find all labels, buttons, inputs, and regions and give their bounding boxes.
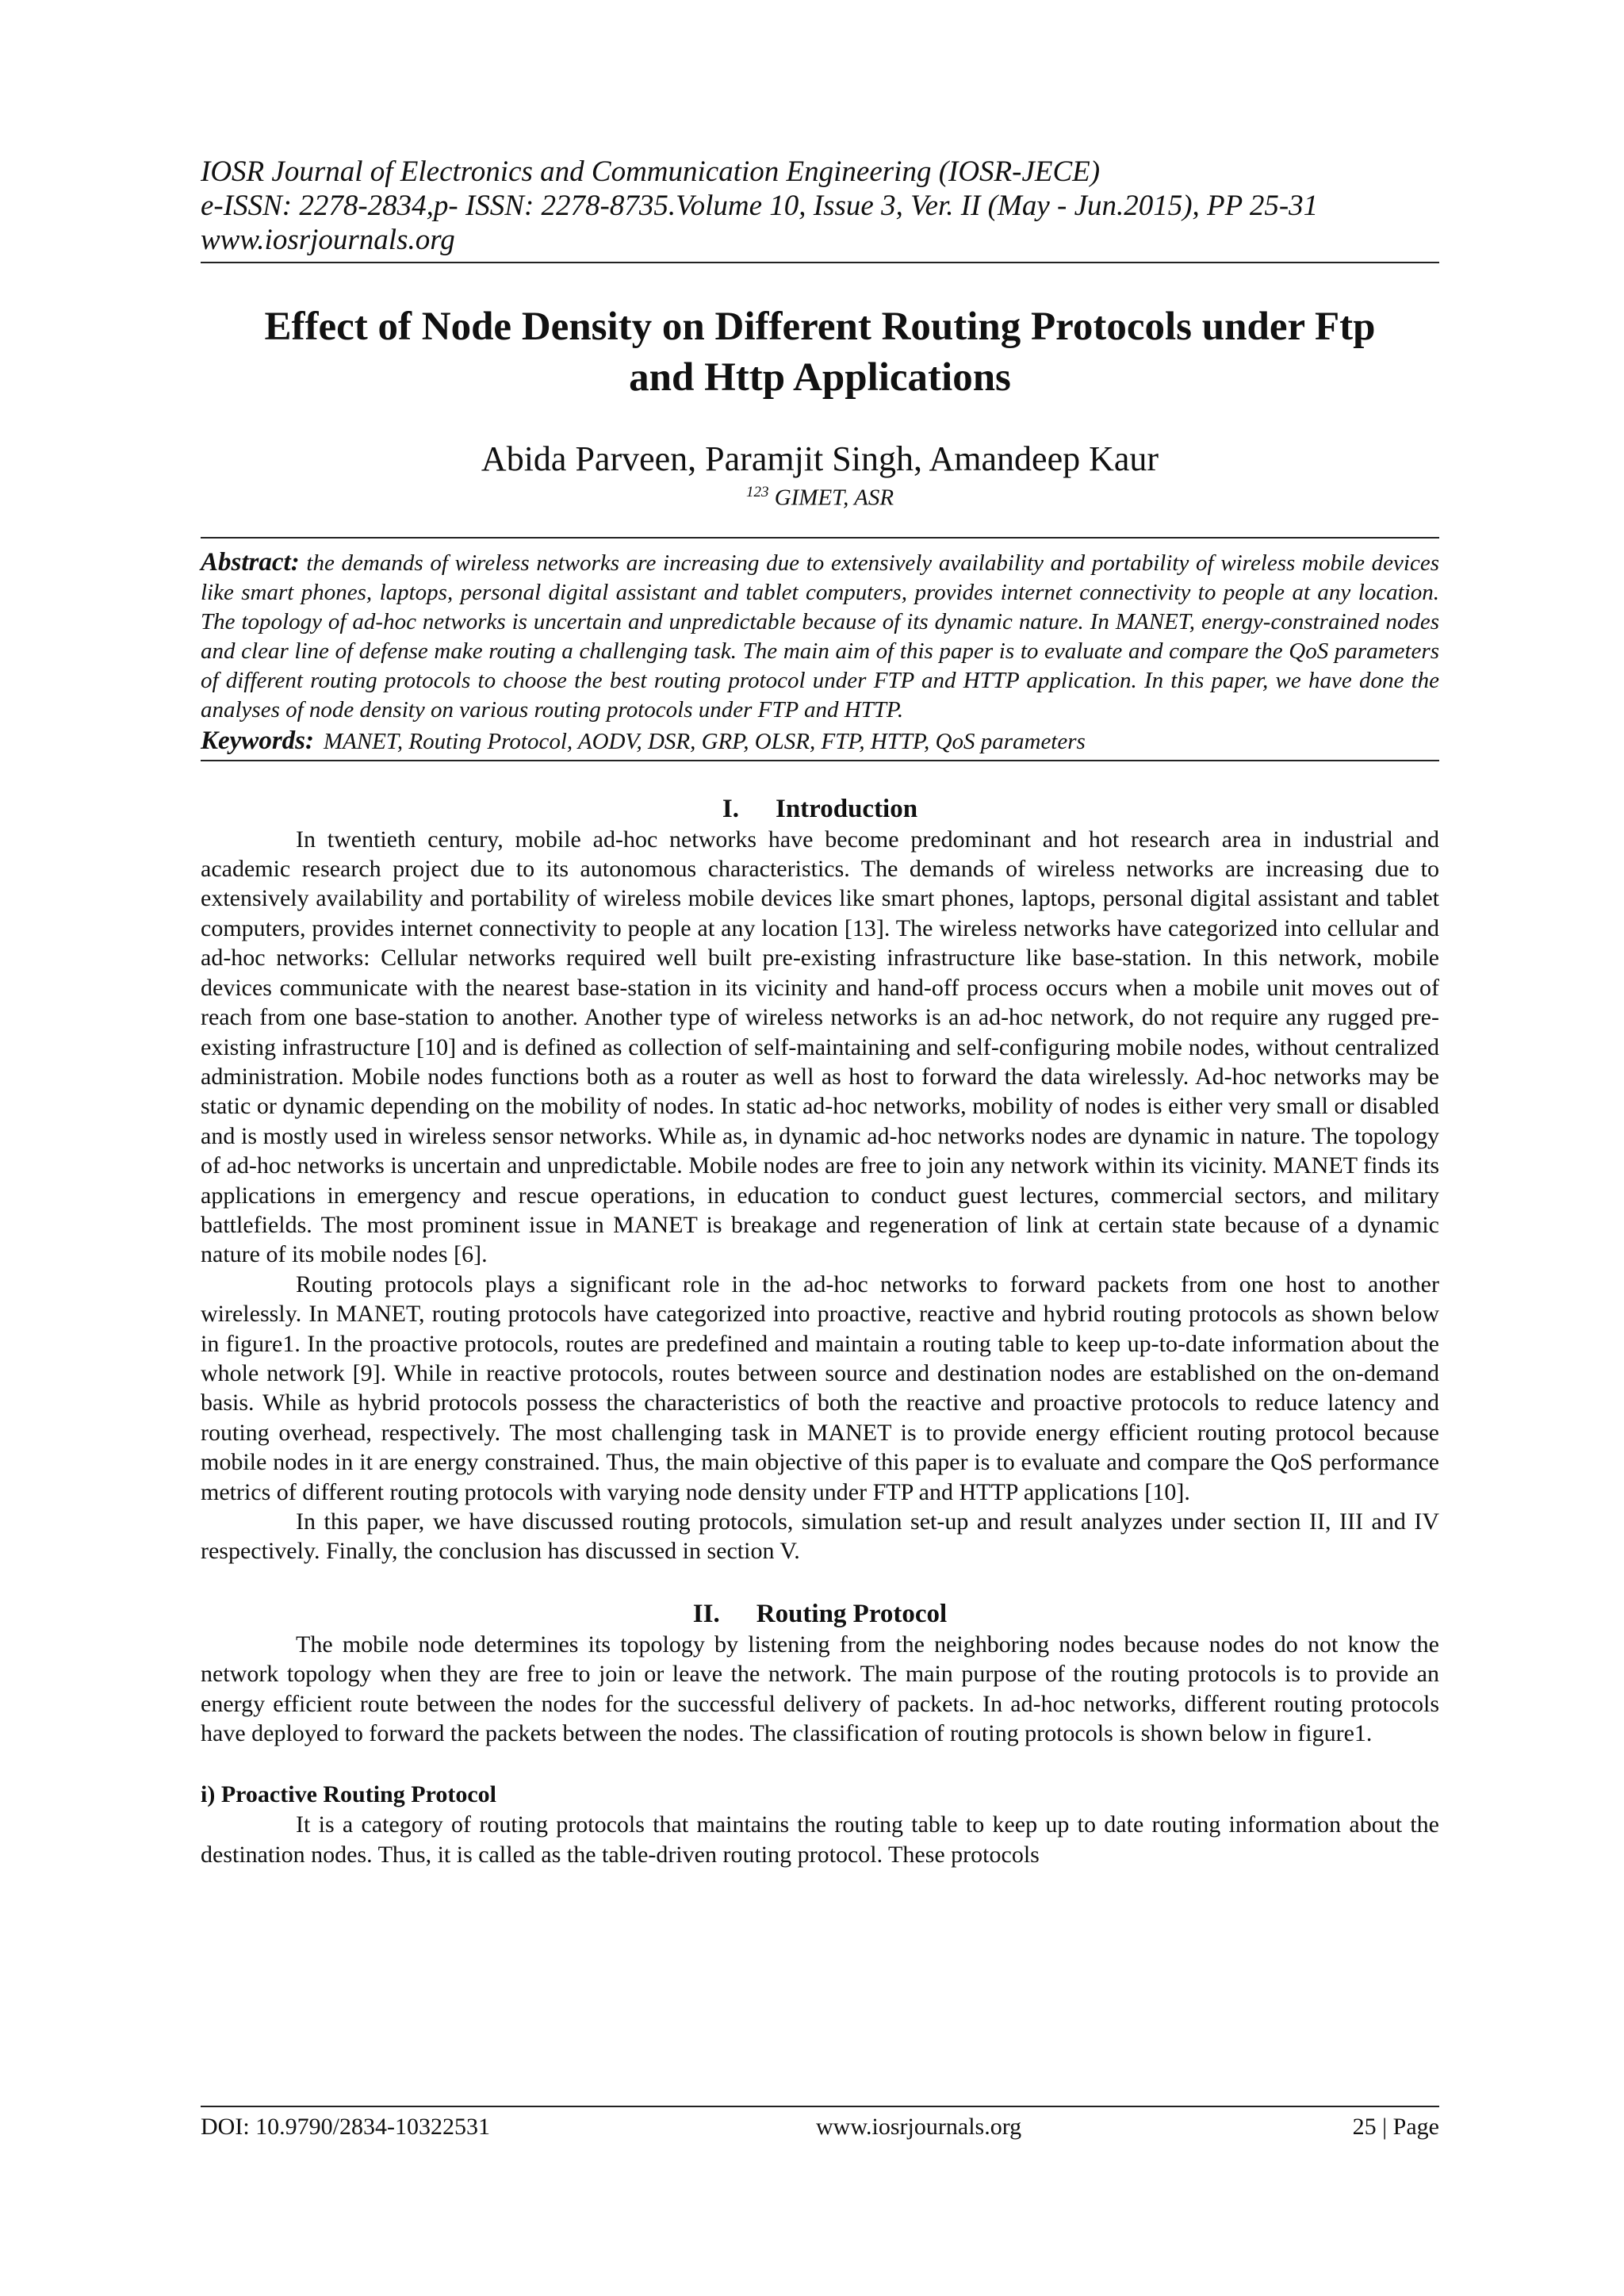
- abstract-block: [201, 548, 1439, 725]
- affiliation-superscript: 123: [745, 484, 769, 500]
- intro-paragraph-3: In this paper, we have discussed routing protocols, simulation set-up and result analyzes under section II, III and IV respectively. Finally, the conclusion has discussed in section V.: [201, 1508, 1439, 1565]
- paper-title: Effect of Node Density on Different Routing Protocols under Ftp and Http Applications: [264, 305, 1376, 400]
- intro-paragraph-1: In twentieth century, mobile ad-hoc networks have become predominant and hot research area in industrial and academic research project due to its autonomous characteristics. The demands of wireless networks are increasing due to extensively availability and portability of wireless mobile devices like smart phones, laptops, personal digital assistant and tablet computers, provides internet connectivity to people at any location [13]. The wireless networks have categorized into cellular and ad-hoc networks: Cellular networks required well built pre-existing infrastructure like base-station. In this network, mobile devices communicate with the nearest base-station in its vicinity and hand-off process occurs when a mobile unit moves out of reach from one base-station to another. Another type of wireless networks is an ad-hoc network, do not require any rugged pre-existing infrastructure [10] and is defined as collection of self-maintaining and self-configuring mobile nodes, without centralized administration. Mobile nodes functions both as a router as well as host to forward the data wirelessly. Ad-hoc networks may be static or dynamic depending on the mobility of nodes. In static ad-hoc networks, mobility of nodes is either very small or disabled and is mostly used in wireless sensor networks. While as, in dynamic ad-hoc networks nodes are dynamic in nature. The topology of ad-hoc networks is uncertain and unpredictable. Mobile nodes are free to join any network within its vicinity. MANET finds its applications in emergency and rescue operations, in education to conduct guest lectures, commercial sectors, and military battlefields. The most prominent issue in MANET is breakage and regeneration of link at certain state because of a dynamic nature of its mobile nodes [6].: [201, 826, 1439, 1268]
- intro-paragraph-2: Routing protocols plays a significant role in the ad-hoc networks to forward packets from one host to another wirelessly. In MANET, routing protocols have categorized into proactive, reactive and hybrid routing protocols as shown below in figure1. In the proactive protocols, routes are predefined and maintain a routing table to keep up-to-date information about the whole network [9]. While in reactive protocols, routes between source and destination nodes are established on the on-demand basis. While as hybrid protocols possess the characteristics of both the reactive and proactive protocols to reduce latency and routing overhead, respectively. The most challenging task in MANET is to provide energy efficient routing protocol because mobile nodes in it are energy constrained. Thus, the main objective of this paper is to evaluate and compare the QoS performance metrics of different routing protocols with varying node density under FTP and HTTP applications [10].: [201, 1271, 1439, 1505]
- footer-page-number: 25 | Page: [1352, 2114, 1439, 2140]
- section-title: Introduction: [775, 794, 918, 823]
- proactive-paragraph-1: It is a category of routing protocols that maintains the routing table to keep up to date routing information about the destination nodes. Thus, it is called as the table-driven routing protocol. These protocols: [201, 1811, 1439, 1868]
- header-divider: [201, 262, 1439, 263]
- paper-affiliation: [201, 479, 1439, 512]
- keywords-text: MANET, Routing Protocol, AODV, DSR, GRP, OLSR, FTP, HTTP, QoS parameters: [324, 728, 1086, 754]
- section-heading-routing-protocol: [201, 1598, 1439, 1630]
- abstract-text: the demands of wireless networks are increasing due to extensively availability and portability of wireless mobile devices like smart phones, laptops, personal digital assistant and tablet computers, provides internet connectivity to people at any location. The topology of ad-hoc networks is uncertain and unpredictable because of its dynamic nature. In MANET, energy-constrained nodes and clear line of defense make routing a challenging task. The main aim of this paper is to evaluate and compare the QoS parameters of different routing protocols to choose the best routing protocol under FTP and HTTP application. In this paper, we have done the analyses of node density on various routing protocols under FTP and HTTP.: [201, 550, 1439, 723]
- paper-authors: Abida Parveen, Paramjit Singh, Amandeep Kaur: [481, 439, 1159, 478]
- section-title: Routing Protocol: [756, 1599, 948, 1628]
- abstract-label: Abstract: [201, 547, 291, 577]
- abstract-bottom-divider: [201, 760, 1439, 761]
- issn-line: e-ISSN: 2278-2834,p- ISSN: 2278-8735.Volume 10, Issue 3, Ver. II (May - Jun.2015), PP 25-31: [201, 190, 1319, 222]
- routing-paragraph-1: The mobile node determines its topology by listening from the neighboring nodes because nodes do not know the network topology when they are free to join or leave the network. The main purpose of the routing protocols is to provide an energy efficient route between the nodes for the successful delivery of packets. In ad-hoc networks, different routing protocols have deployed to forward the packets between the nodes. The classification of routing protocols is shown below in figure1.: [201, 1631, 1439, 1747]
- page-footer: [201, 2113, 1439, 2141]
- keywords-block: [201, 726, 1439, 757]
- abstract-top-divider: [201, 537, 1439, 539]
- journal-website: www.iosrjournals.org: [201, 224, 455, 256]
- abstract-colon: :: [290, 547, 300, 577]
- footer-divider: [201, 2106, 1439, 2107]
- section-number: I.: [722, 794, 739, 823]
- journal-header: [201, 155, 1439, 263]
- affiliation-text: GIMET, ASR: [774, 485, 894, 511]
- section-heading-introduction: [201, 793, 1439, 825]
- subheading-proactive-routing: i) Proactive Routing Protocol: [201, 1781, 496, 1808]
- section-number: II.: [692, 1599, 720, 1628]
- journal-title: IOSR Journal of Electronics and Communication Engineering (IOSR-JECE): [201, 155, 1101, 188]
- footer-doi: DOI: 10.9790/2834-10322531: [201, 2114, 490, 2140]
- keywords-label: Keywords:: [201, 726, 314, 755]
- page-content: [201, 155, 1439, 1869]
- footer-website: www.iosrjournals.org: [816, 2114, 1022, 2140]
